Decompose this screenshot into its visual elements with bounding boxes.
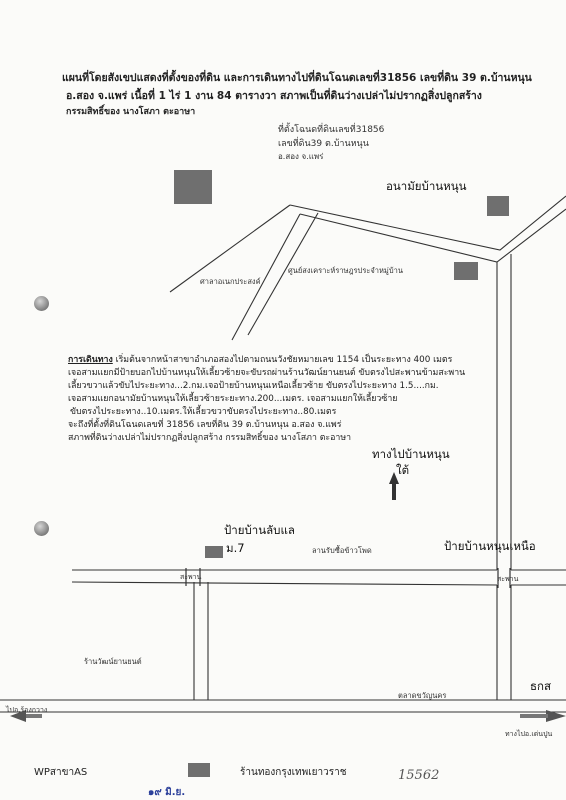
directions-line-6: จะถึงที่ตั้งที่ดินโฉนดเลขที่ 31856 เลขที่ดิน 39 ต.บ้านหนุน อ.สอง จ.แพร่ [68, 420, 342, 430]
gold-shop-label: ร้านทองกรุงเทพเยาวราช [240, 767, 347, 778]
plot-label-3: อ.สอง จ.แพร่ [278, 152, 324, 161]
directions-title: การเดินทาง [68, 355, 113, 365]
ban-lap-sign-label: ป้ายบ้านลับแล [224, 523, 295, 537]
north-village-sign-label: ป้ายบ้านหนุนเหนือ [444, 539, 536, 553]
health-center-label: อนามัยบ้านหนุน [386, 179, 467, 193]
to-rong-kwang-label: ไปอ.ร้องกวาง [6, 706, 48, 714]
directions-line-7: สภาพที่ดินว่างเปล่าไม่ปรากฏสิ่งปลูกสร้าง กรรมสิทธิ์ของ นางโสภา ตะอาษา [68, 433, 352, 443]
bridge-right-label: สะพาน [497, 575, 519, 583]
directions-line-5: ขับตรงไประยะทาง..10.เมตร.ให้เลี้ยวขวาขับตรงไประยะทาง..80.เมตร [70, 407, 337, 417]
branch-label: WPสาขาAS [34, 767, 88, 778]
directions-line-2: เจอสามแยกมีป้ายบอกไปบ้านหนุนให้เลี้ยวซ้ายจะขับรถผ่านร้านวัฒน์ยานยนต์ ขับตรงไปสะพานข้ามสะพาน [68, 368, 466, 378]
corn-buyer-label: ลานรับซื้อข้าวโพด [312, 546, 372, 555]
village-center-label: ศูนย์สงเคราะห์ราษฎรประจำหมู่บ้าน [288, 266, 403, 275]
directions-line-3: เลี้ยวขวาแล้วขับไประยะทาง...2.กม.เจอป้ายบ้านหนุนเหนือเลี้ยวซ้าย ขับตรงไประยะทาง 1.5....กม. [68, 381, 439, 391]
bank-label: ธกส [530, 679, 552, 693]
plot-label-1: ที่ตั้งโฉนดที่ดินเลขที่31856 [278, 125, 385, 135]
gold-shop-marker [188, 763, 210, 777]
plot-label-2: เลขที่ดิน39 ต.บ้านหนุน [278, 139, 369, 149]
road-upper-right-a [290, 196, 566, 250]
date-stamp: ๑๙ มิ.ย. [148, 787, 186, 798]
ban-lap-sign-label-2: ม.7 [226, 541, 245, 555]
health-center-marker [487, 196, 509, 216]
land-plot-marker [174, 170, 212, 204]
handwritten-number: 15562 [398, 768, 440, 783]
road-horizontal-bottom [72, 582, 497, 585]
road-north-label-2: ใต้ [396, 463, 410, 477]
directions-line-4: เจอสามแยกอนามัยบ้านหนุนให้เลี้ยวซ้ายระยะทาง.200...เมตร. เจอสามแยกให้เลี้ยวซ้าย [68, 394, 398, 404]
ban-lap-sign-marker [205, 546, 223, 558]
shrine-label: ศาลาอเนกประสงค์ [200, 277, 261, 286]
header-line-2: อ.สอง จ.แพร่ เนื้อที่ 1 ไร่ 1 งาน 84 ตารางวา สภาพเป็นที่ดินว่างเปล่าไม่ปรากฏสิ่งปลูกสร้าง [66, 90, 482, 102]
to-den-chai-label: ทางไปอ.เด่นปูน [505, 730, 553, 738]
market-label: ตลาดขวัญนคร [398, 691, 447, 700]
header-line-3: กรรมสิทธิ์ของ นางโสภา ตะอาษา [66, 107, 196, 117]
village-center-marker [454, 262, 478, 280]
directions-line-1: การเดินทาง เริ่มต้นจากหน้าสาขาอำเภอสองไปตามถนนวังชัยหมายเลข 1154 เป็นระยะทาง 400 เมตร [68, 355, 453, 365]
road-north-label: ทางไปบ้านหนุน [372, 447, 450, 461]
car-shop-label: ร้านวัฒน์ยานยนต์ [84, 657, 142, 666]
header-line-1: แผนที่โดยสังเขปแสดงที่ตั้งของที่ดิน และการเดินทางไปที่ดินโฉนดเลขที่31856 เลขที่ดิน 39 ต.บ้านหนุน [62, 72, 532, 84]
bridge-left-label: สะพาน [180, 573, 202, 581]
